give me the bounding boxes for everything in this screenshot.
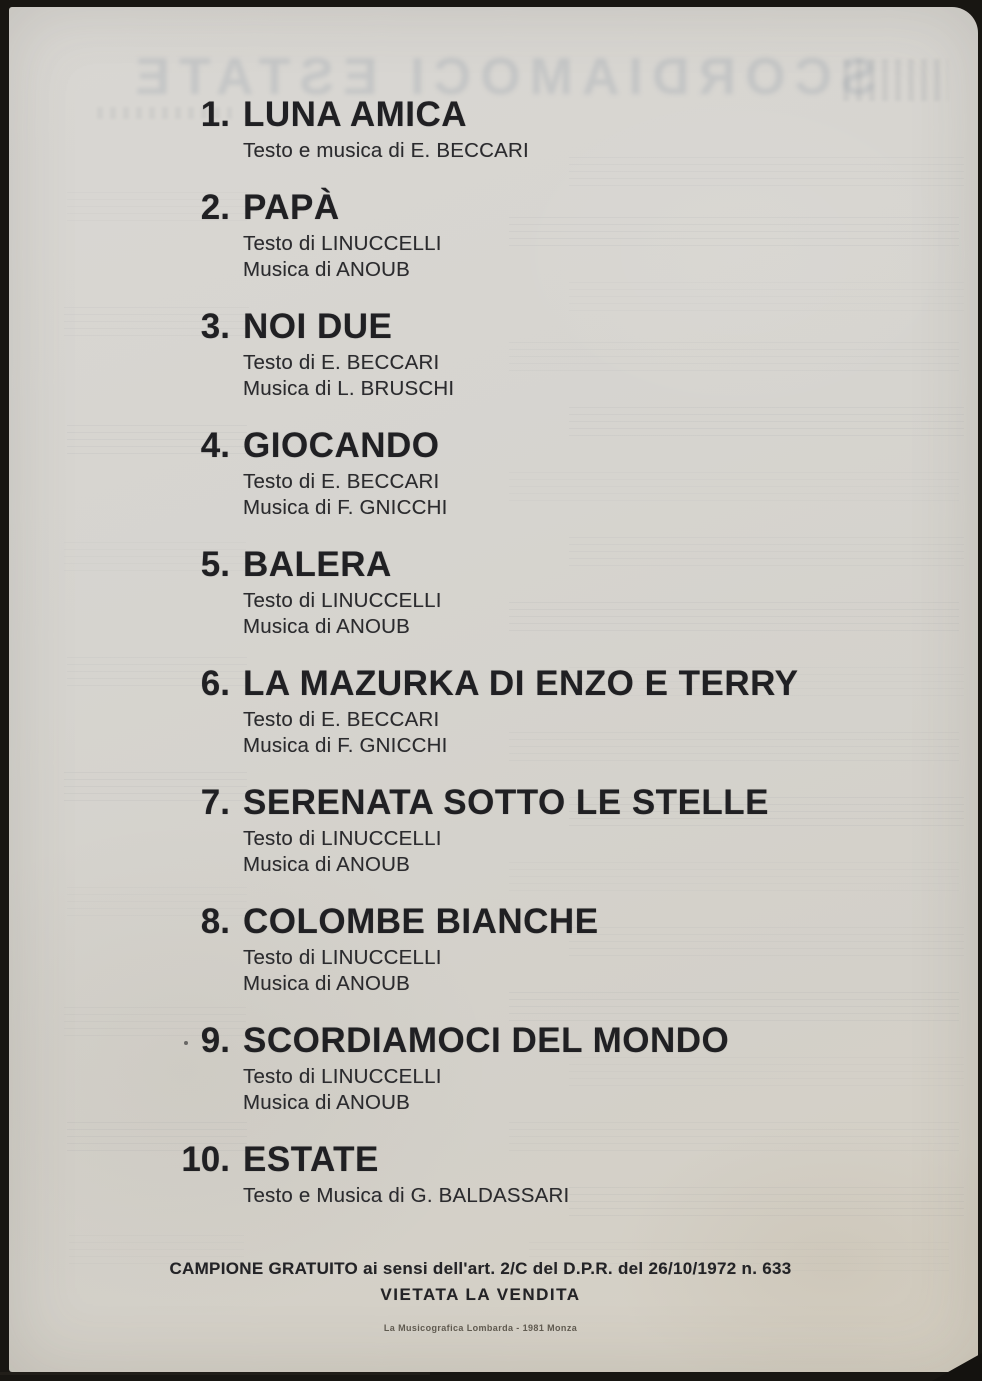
song-title: PAPÀ <box>243 188 340 227</box>
credit-line: Musica di F. GNICCHI <box>243 496 448 519</box>
song-credits <box>243 138 978 164</box>
song-number: 9. <box>200 1021 230 1060</box>
song-number: 3. <box>200 307 230 346</box>
song-number: 2. <box>200 188 230 227</box>
cover-show-through-text: SCORDIAMOCI ESTATE <box>126 48 876 106</box>
song-title: SERENATA SOTTO LE STELLE <box>243 783 770 822</box>
song-credits <box>243 350 978 402</box>
credit-line: Musica di ANOUB <box>243 1091 411 1114</box>
scan-edge-shadow <box>0 1372 430 1375</box>
song-item <box>9 426 978 521</box>
song-item <box>9 1140 978 1209</box>
song-number: 4. <box>200 426 230 465</box>
credit-line: Testo di LINUCCELLI <box>243 946 442 969</box>
credit-line: Testo di LINUCCELLI <box>243 827 442 850</box>
paper-page <box>9 7 978 1372</box>
song-title: LA MAZURKA DI ENZO E TERRY <box>243 664 799 703</box>
song-item <box>9 1021 978 1116</box>
song-number: 7. <box>200 783 230 822</box>
song-item <box>9 902 978 997</box>
credit-line: Testo di LINUCCELLI <box>243 589 442 612</box>
credit-line: Musica di F. GNICCHI <box>243 734 448 757</box>
credit-line: Testo di E. BECCARI <box>243 351 440 374</box>
scan-corner-shadow <box>932 1353 982 1381</box>
song-item <box>9 188 978 283</box>
credit-line: Musica di ANOUB <box>243 853 411 876</box>
song-number: 6. <box>200 664 230 703</box>
legal-notice-line1: CAMPIONE GRATUITO ai sensi dell'art. 2/C del D.P.R. del 26/10/1972 n. 633 <box>169 1259 792 1278</box>
credit-line: Testo di LINUCCELLI <box>243 232 442 255</box>
song-number: 1. <box>200 95 230 134</box>
footer <box>9 1259 952 1333</box>
credit-line: Musica di L. BRUSCHI <box>243 377 455 400</box>
song-title: SCORDIAMOCI DEL MONDO <box>243 1021 730 1060</box>
legal-notice-line2: VIETATA LA VENDITA <box>380 1285 581 1304</box>
song-credits <box>243 1064 978 1116</box>
song-title: ESTATE <box>243 1140 379 1179</box>
song-credits <box>243 1183 978 1209</box>
song-title: COLOMBE BIANCHE <box>243 902 599 941</box>
credit-line: Musica di ANOUB <box>243 972 411 995</box>
song-number: 10. <box>181 1140 230 1179</box>
song-item <box>9 307 978 402</box>
song-number: 5. <box>200 545 230 584</box>
credit-line: Testo di LINUCCELLI <box>243 1065 442 1088</box>
song-title: LUNA AMICA <box>243 95 468 134</box>
song-item <box>9 95 978 164</box>
song-title: NOI DUE <box>243 307 393 346</box>
song-item <box>9 545 978 640</box>
song-item <box>9 664 978 759</box>
song-title: GIOCANDO <box>243 426 440 465</box>
credit-line: Testo di E. BECCARI <box>243 708 440 731</box>
song-credits <box>243 707 978 759</box>
song-credits <box>243 826 978 878</box>
credit-line: Testo e Musica di G. BALDASSARI <box>243 1184 570 1207</box>
song-credits <box>243 945 978 997</box>
credit-line: Musica di ANOUB <box>243 615 411 638</box>
credit-line: Testo e musica di E. BECCARI <box>243 139 529 162</box>
print-artifact-dot <box>184 1041 188 1045</box>
song-item <box>9 783 978 878</box>
song-title: BALERA <box>243 545 392 584</box>
song-credits <box>243 231 978 283</box>
credit-line: Testo di E. BECCARI <box>243 470 440 493</box>
song-number: 8. <box>200 902 230 941</box>
printer-credit: La Musicografica Lombarda - 1981 Monza <box>383 1323 578 1333</box>
credit-line: Musica di ANOUB <box>243 258 411 281</box>
song-credits <box>243 469 978 521</box>
song-list <box>9 95 978 1233</box>
song-credits <box>243 588 978 640</box>
